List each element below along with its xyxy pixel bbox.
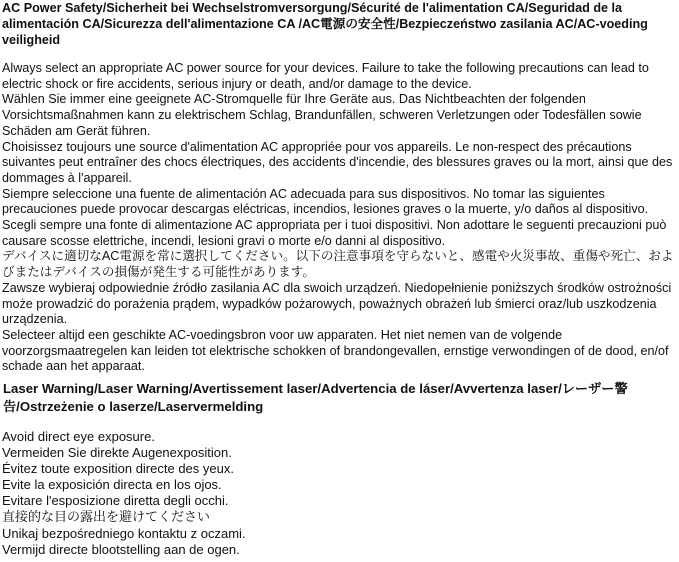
ac-power-safety-heading: AC Power Safety/Sicherheit bei Wechselstromversorgung/Sécurité de l'alimentation CA/Seguridad de la alimentación CA/Sicurezza dell'alimentazione CA /AC電源の安全性/Bezpieczeństwo zasilania AC/AC-voeding veiligheid — [2, 1, 648, 47]
laser-line-italian: Evitare l'esposizione diretta degli occhi. — [2, 493, 229, 509]
laser-line-spanish: Evite la exposición directa en los ojos. — [2, 477, 222, 493]
ac-power-safety-section — [2, 61, 678, 375]
safety-paragraph-dutch: Selecteer altijd een geschikte AC-voedingsbron voor uw apparaten. Het niet nemen van de volgende voorzorgsmaatregelen kan leiden tot elektrische schokken of brandongevallen, ernstige verwondingen of de dood, en/of schade aan het apparaat. — [2, 327, 669, 374]
laser-line-german: Vermeiden Sie direkte Augenexposition. — [2, 445, 232, 461]
laser-line-english: Avoid direct eye exposure. — [2, 429, 155, 444]
safety-paragraph-italian: Scegli sempre una fonte di alimentazione AC appropriata per i tuoi dispositivi. Non adottare le seguenti precauzioni può causare scosse elettriche, incendi, lesioni gravi o morte e/o danni al dispositivo. — [2, 218, 667, 248]
laser-line-japanese: 直接的な目の露出を避けてください — [2, 509, 211, 525]
laser-line-french: Évitez toute exposition directe des yeux. — [2, 461, 234, 477]
safety-paragraph-spanish: Siempre seleccione una fuente de alimentación AC adecuada para sus dispositivos. No tomar las siguientes precauciones puede provocar descargas eléctricas, incendios, lesiones graves o la muerte, y/o daños al dispositivo. — [2, 186, 649, 217]
safety-paragraph-french: Choisissez toujours une source d'alimentation AC appropriée pour vos appareils. Le non-respect des précautions suivantes peut entraîner des chocs électriques, des accidents d'incendie, des blessures graves ou la mort, ainsi que des dommages à l'appareil. — [2, 139, 673, 185]
laser-line-dutch: Vermijd directe blootstelling aan de ogen. — [2, 541, 240, 557]
safety-paragraph-japanese: デバイスに適切なAC電源を常に選択してください。以下の注意事項を守らないと、感電や火災事故、重傷や死亡、およびまたはデバイスの損傷が発生する可能性があります。 — [2, 249, 674, 280]
laser-warning-heading: Laser Warning/Laser Warning/Avertissement laser/Advertencia de láser/Avvertenza laser/レーザー警告/Ostrzeżenie o laserze/Laservermelding — [3, 381, 628, 414]
safety-paragraph-german: Wählen Sie immer eine geeignete AC-Stromquelle für Ihre Geräte aus. Das Nichtbeachten der folgenden Vorsichtsmaßnahmen kann zu elektrischem Schlag, Brandunfällen, schweren Verletzungen oder Todesfällen sowie Schäden am Gerät führen. — [2, 92, 642, 138]
safety-paragraph-english: Always select an appropriate AC power source for your devices. Failure to take the following precautions can lead to electric shock or fire accidents, serious injury or death, and/or damage to the device. — [2, 61, 649, 91]
laser-warning-section — [2, 429, 678, 558]
laser-line-polish: Unikaj bezpośredniego kontaktu z oczami. — [2, 525, 246, 541]
safety-paragraph-polish: Zawsze wybieraj odpowiednie źródło zasilania AC dla swoich urządzeń. Niedopełnienie poniższych środków ostrożności może prowadzić do porażenia prądem, wypadków pożarowych, poważnych obrażeń lub śmierci oraz/lub uszkodzenia urządzenia. — [2, 280, 672, 327]
